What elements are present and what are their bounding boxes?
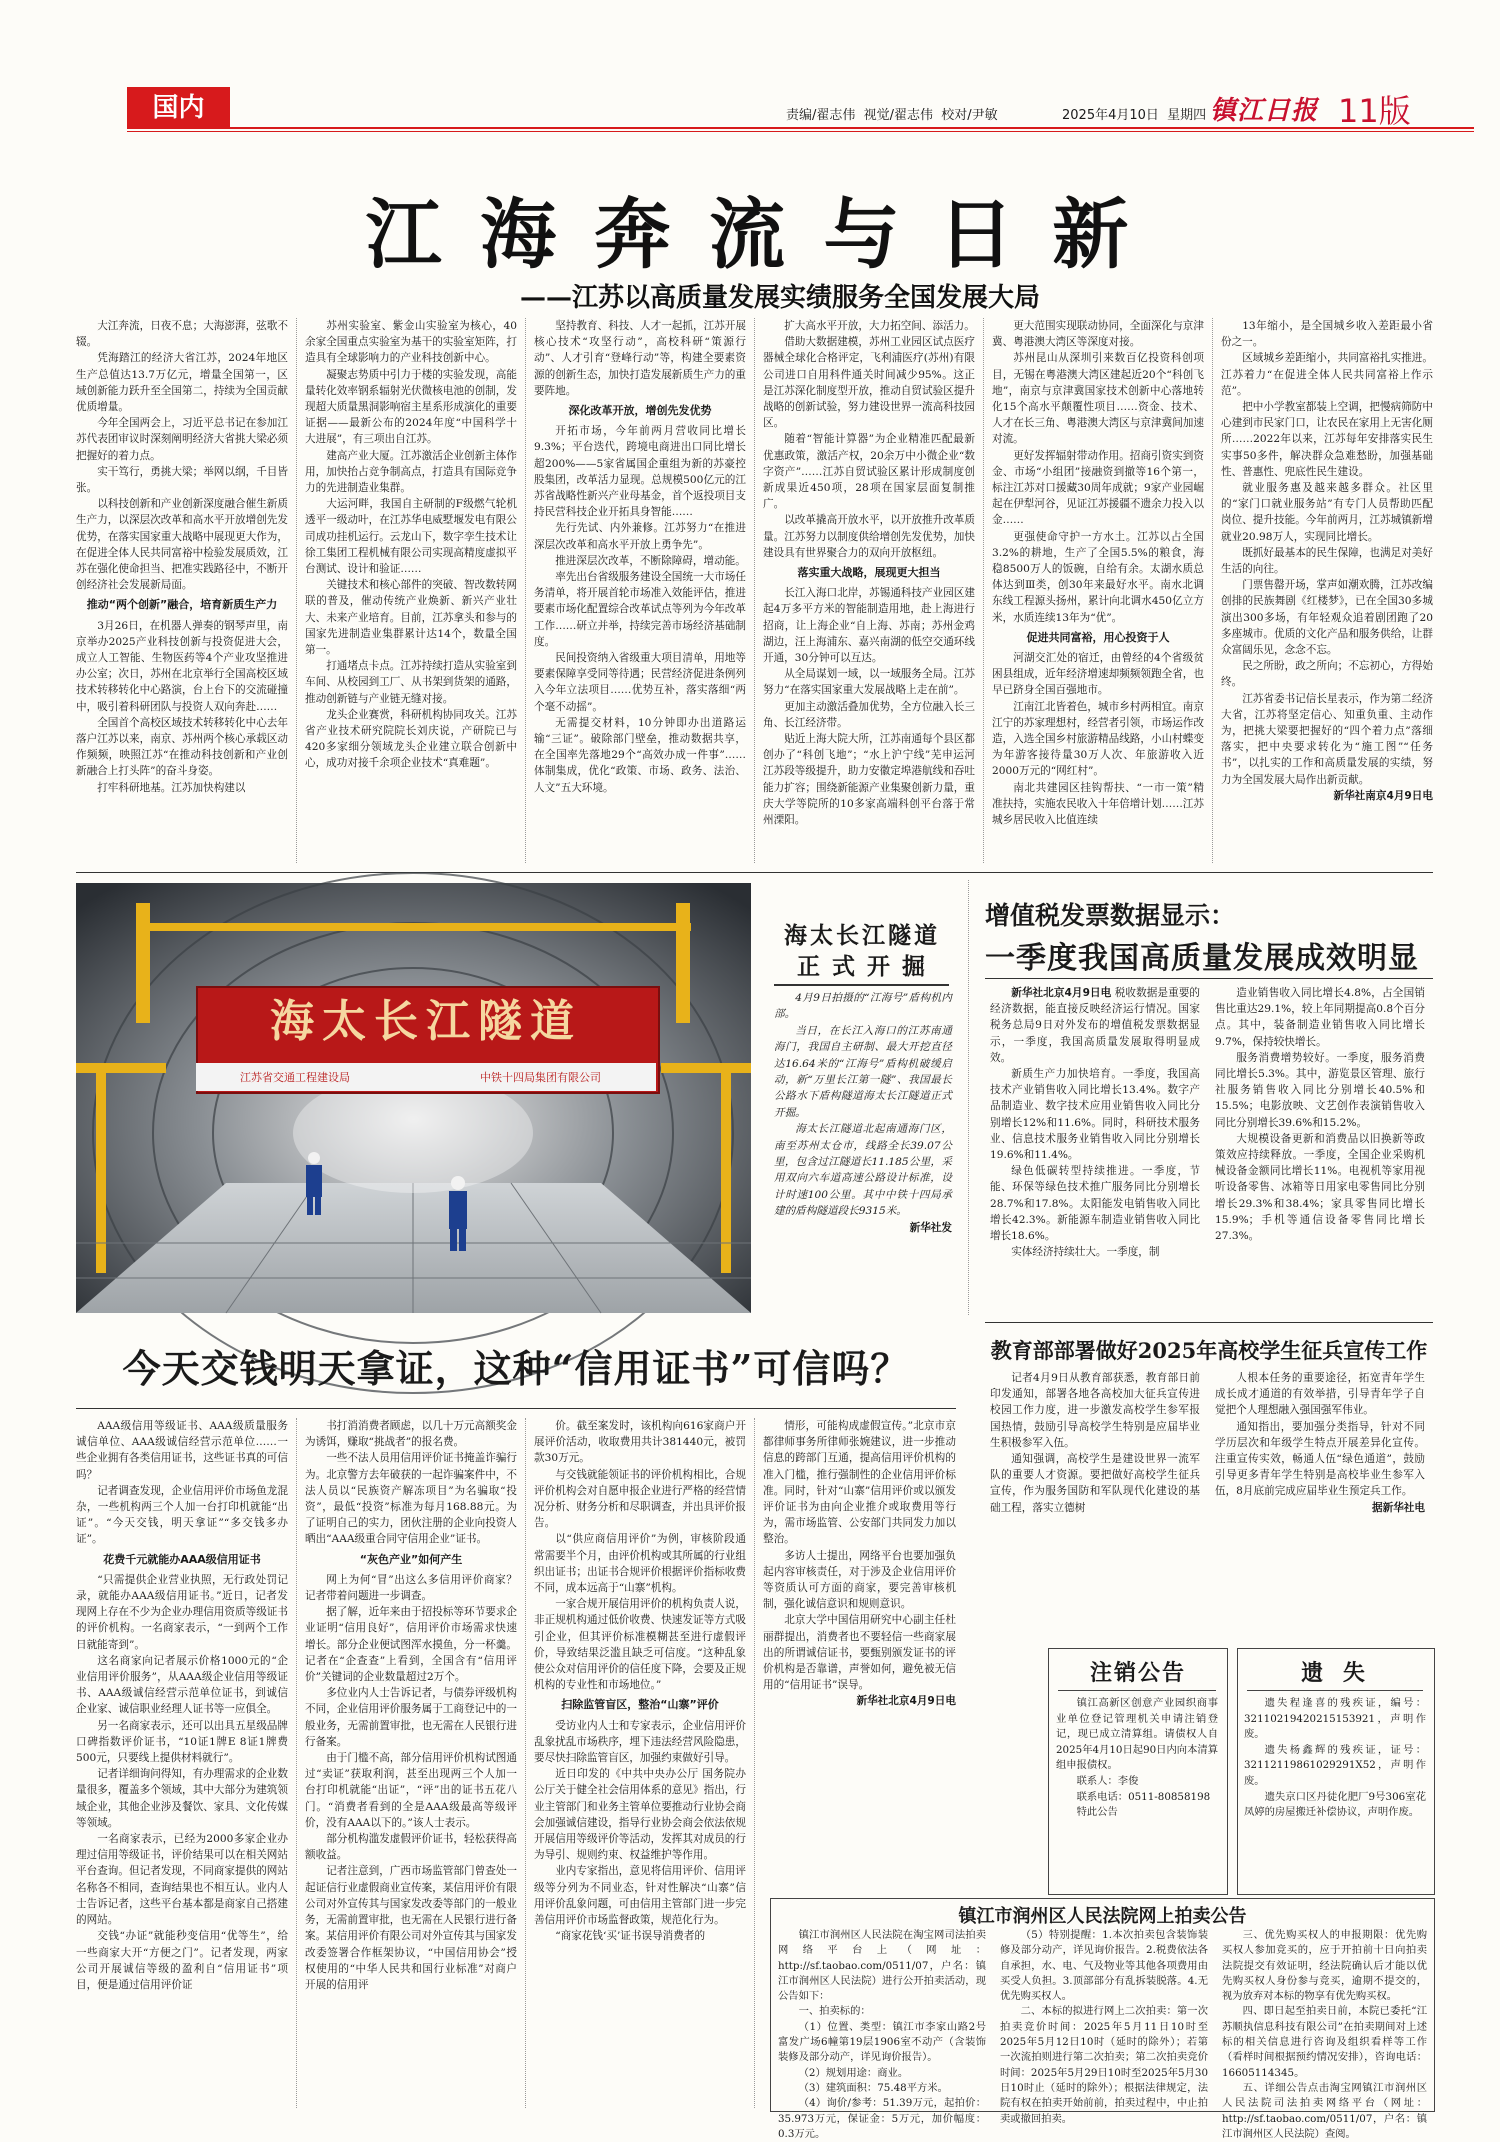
- subheading: 深化改革开放，增创先发优势: [568, 404, 712, 418]
- paragraph: 苏州实验室、紫金山实验室为核心，40余家全国重点实验室为基干的实验室矩阵，打造具有全球影响力的产业科技创新中心。: [305, 320, 517, 365]
- paragraph: 实体经济持续壮大。一季度，制: [1011, 1246, 1160, 1259]
- paragraph: 由于门槛不高，部分信用评价机构试图通过“卖证”获取利润，甚至出现两三个人加一台打印机就能“出证”，“评”出的证书五花八门。“消费者看到的全是AAA级最高等级评价，没有AAA以下的。”该人士表示。: [305, 1752, 517, 1829]
- tunnel-caption-date: 4月9日拍摄的“江海号”盾构机内部。: [774, 992, 952, 1021]
- tunnel-photo: [76, 883, 751, 1313]
- paragraph: 以改革撬高开放水平，以开放推升改革质量。江苏努力以制度供给增创先发优势，加快建设具有世界聚合力的双向开放枢纽。: [763, 514, 975, 559]
- paragraph: 建高产业大厦。江苏激活企业创新主体作用，加快抬占竞争制高点，打造具有国际竞争力的先进制造业集群。: [305, 449, 517, 495]
- credit-column-2: [305, 1418, 517, 2113]
- paragraph: 造业销售收入同比增长4.8%，占全国销售比重达29.1%，较上年同期提高0.8个百分点。其中，装备制造业销售收入同比增长9.7%，保持较快增长。: [1215, 987, 1425, 1048]
- paragraph: 凭海踏江的经济大省江苏，2024年地区生产总值达13.7万亿元，增量全国第一，区域创新能力跃升至全国第二，持续为全国贡献优质增量。: [76, 352, 288, 414]
- paragraph: 书打消消费者顾虑，以几十万元高额奖金为诱饵，赚取“挑战者”的报名费。: [305, 1420, 517, 1449]
- paragraph: 记者调查发现，企业信用评价市场鱼龙混杂，一些机构两三个人加一台打印机就能“出证”。“今天交钱，明天拿证”“多交钱多办证”。: [76, 1484, 288, 1546]
- paragraph: （1）位置、类型：镇江市李家山路2号富发广场6幢第19层1906室不动产（含装饰装修及部分动产，详见询价报告）。: [778, 2020, 986, 2064]
- paragraph: 四、即日起至拍卖日前，本院已委托“江苏顺执信息科技有限公司”在拍卖期间对上述标的相关信息进行咨询及组织看样等工作（看样时间根据预约情况安排），咨询电话：16605114345。: [1222, 2005, 1427, 2079]
- paragraph: 一名商家表示，已经为2000多家企业办理过信用等级证书，评价结果可以在相关网站平台查询。但记者发现，不同商家提供的网站名称各不相同，查询结果也不相互认。业内人士告诉记者，这些平台基本都是商家自己搭建的网站。: [76, 1833, 288, 1927]
- col-divider: [754, 318, 755, 863]
- paragraph: 民间投资纳入省级重大项目清单，用地等要素保障享受同等待遇；民营经济促进条例列入今年立法项目……优势互补，落实落细“两个毫不动摇”。: [534, 652, 746, 713]
- lead-column-2: [305, 318, 517, 863]
- paragraph: 人根本任务的重要途径，拓宽青年学生成长成才通道的有效举措，引导青年学子自觉把个人理想融入强国强军伟业。: [1215, 1372, 1425, 1417]
- paragraph: 据了解，近年来由于招投标等环节要求企业证明“信用良好”，信用评价市场需求快速增长。部分企业便试图浑水摸鱼，分一杯羹。记者在“企查查”上看到，全国含有“信用评价”关键词的企业数量超过2万个。: [305, 1606, 517, 1684]
- cancellation-notice-body: [1056, 1696, 1218, 1888]
- tunnel-caption: [774, 990, 952, 1315]
- col-divider: [1212, 318, 1213, 863]
- byline: 新华社北京4月9日电: [856, 1695, 956, 1708]
- paragraph: 一、拍卖标的：: [798, 2005, 871, 2018]
- paragraph: 以科技创新和产业创新深度融合催生新质生产力，以深层次改革和高水平开放增创先发优势，在落实国家重大战略中展现更大作为，在促进全体人民共同富裕中检验发展质效，江苏在强化使命担当、把准实践路径中，不断开创经济社会发展新局面。: [76, 498, 288, 592]
- lost-notice-rule: [1247, 1690, 1423, 1691]
- paragraph: 江南江北皆着色，城市乡村两相宜。南京江宁的苏家理想村，经营者引领，市场运作改造，入选全国乡村旅游精品线路，小山村蝶变为年游客接待量30万人次、年旅游收入近2000万元的“网红村”。: [992, 700, 1204, 778]
- credit-title: 今天交钱明天拿证，这种“信用证书”可信吗？: [122, 1346, 910, 1391]
- header-date: 2025年4月10日 星期四: [1062, 108, 1207, 123]
- paragraph: 业内专家指出，意见将信用评价、信用评级等分列为不同业态，针对性解决“山寨”信用评价乱象问题，可由信用主管部门进一步完善信用评价市场监督政策，规范化行为。: [534, 1865, 746, 1927]
- vat-title-line1: 增值税发票数据显示：: [985, 901, 1236, 930]
- lost-notice-item: 遗失程逢喜的残疾证，编号：32110219420215153921，声明作废。: [1244, 1697, 1426, 1741]
- paragraph: 率先出台省级服务建设全国统一大市场任务清单，将开展首轮市场准入效能评估，推进要素市场化配置综合改革试点等列为今年改革工作……研立并举，持续完善市场经济基础制度。: [534, 571, 746, 648]
- credit-column-4: [763, 1418, 956, 1708]
- edu-title: 教育部部署做好2025年高校学生征兵宣传工作: [990, 1338, 1428, 1363]
- lead-column-6: [1221, 318, 1433, 863]
- paragraph: 全国首个高校区域技术转移转化中心去年落户江苏以来，南京、苏州两个核心承载区动作频频，映照江苏“在推动科技创新和产业创新融合上打头阵”的奋斗身姿。: [76, 716, 288, 778]
- subheading: 花费千元就能办AAA级信用证书: [103, 1552, 261, 1566]
- paper-name-logo: 镇江日报: [1210, 96, 1319, 126]
- paragraph: AAA级信用等级证书、AAA级质量服务诚信单位、AAA级诚信经营示范单位……一些企业拥有各类信用证书，这些证书真的可信吗？: [76, 1420, 288, 1481]
- lost-notice-item: 遗失京口区丹徒化肥厂9号306室花凤婷的房屋搬迁补偿协议，声明作废。: [1244, 1790, 1426, 1819]
- col-divider: [296, 1418, 297, 2108]
- paragraph: 更大范围实现联动协同，全面深化与京津冀、粤港澳大湾区等深度对接。: [992, 320, 1204, 349]
- tunnel-caption-body: [774, 1023, 952, 1220]
- col-divider: [983, 318, 984, 863]
- paragraph: 打通堵点卡点。江苏持续打造从实验室到车间、从校园到工厂、从书架到货架的通路，推动创新链与产业链无缝对接。: [305, 660, 517, 705]
- paragraph: 以“供应商信用评价”为例，审核阶段通常需要半个月，由评价机构或其所属的行业组织出证书；出证书合规评价根据评价指标收费不同，成本远高于“山寨”机构。: [534, 1533, 746, 1595]
- paragraph: 网上为何“冒”出这么多信用评价商家？记者带着问题进一步调查。: [305, 1573, 517, 1603]
- lead-column-4: [763, 318, 975, 863]
- paragraph: 当日，在长江入海口的江苏南通海门，我国自主研制、最大开挖直径达16.64米的“江海号”盾构机破缓启动，新“万里长江第一隧”、我国最长公路水下盾构隧道海太长江隧道正式开掘。: [774, 1024, 952, 1119]
- paragraph: 大运河畔，我国自主研制的F级燃气轮机透平一级动叶，在江苏华电威墅堰发电有限公司成功挂机运行。云龙山下，数字孪生技术让徐工集团工程机械有限公司实现高精度虚拟平台测试、设计和验证……: [305, 498, 517, 576]
- paragraph: 民之所盼，政之所向；不忘初心，方得始终。: [1221, 660, 1433, 689]
- tunnel-banner-right-org: 中铁十四局集团有限公司: [480, 1071, 601, 1084]
- paragraph: 龙头企业赛赏，科研机构协同攻关。江苏省产业技术研究院院长刘庆说，产研院已与420多家细分领域龙头企业建立联合创新中心，成功对接千余项企业技术“真难题”。: [305, 708, 517, 770]
- cancellation-notice-contact: 联系人：李俊: [1076, 1774, 1139, 1787]
- paragraph: 区域城乡差距缩小，共同富裕扎实推进。江苏着力“在促进全体人民共同富裕上作示范”。: [1221, 352, 1433, 397]
- cancellation-notice-title: 注销公告: [1089, 1661, 1186, 1686]
- paragraph: 近日印发的《中共中央办公厅 国务院办公厅关于健全社会信用体系的意见》指出，行业主管部门和业务主管单位要推动行业协会商会加强诚信建设，指导行业协会商会依法依规开展信用等级评价等活动，发挥其对成员的行为导引、规则约束、权益维护等作用。: [534, 1768, 746, 1862]
- subheading: “灰色产业”如何产生: [359, 1552, 463, 1566]
- paragraph: 贴近上海大院大所，江苏南通每个县区都创办了“科创飞地”；“水上沪宁线”芜申运河江苏段等级提升，助力安徽定埠港航线和吞吐能力扩容；围绕新能源产业集聚创新力量，重庆大学等院所的10多家高端科创平台落于常州溧阳。: [763, 733, 975, 827]
- paragraph: 江苏省委书记信长星表示，作为第二经济大省，江苏将坚定信心、知重负重、主动作为，把挑大梁要把握好的“四个着力点”落细落实，把中央要求转化为“施工图”“任务书”，以扎实的工作和高质量发展的实绩，努力为全国发展大局作出新贡献。: [1221, 692, 1433, 786]
- court-notice-column-2: [1000, 1928, 1208, 2125]
- paragraph: 二、本标的拟进行网上二次拍卖：第一次拍卖竞价时间：2025年5月11日10时至2025年5月12日10时（延时的除外）；若第一次流拍则进行第二次拍卖；第二次拍卖竞价时间：2025年5月29日10时至2025年5月30日10时止（延时的除外）；根据法律规定，法院有权在拍卖开始前前，拍卖过程中，中止拍卖或撤回拍卖。: [1000, 2005, 1208, 2125]
- tunnel-banner-left-org: 江苏省交通工程建设局: [240, 1071, 350, 1084]
- paragraph: 部分机构滥发虚假评价证书，轻松获得高额收益。: [305, 1833, 517, 1862]
- col-divider: [525, 1418, 526, 2108]
- paragraph: 另一名商家表示，还可以出具五星级品牌口碑指数评价证书，“10证1牌E 8证1牌费500元，只要线上提供材料就行”。: [76, 1719, 288, 1765]
- paragraph: 扩大高水平开放，大力拓空间、添活力。: [784, 320, 975, 332]
- paragraph: 先行先试、内外兼修。江苏努力“在推进深层次改革和高水平开放上勇争先”。: [534, 522, 746, 551]
- header-rule-thin: [127, 131, 1474, 132]
- paragraph: 交钱“办证”就能秒变信用“优等生”，给一些商家大开“方便之门”。记者发现，两家公司开展诚信等级的盈利自“信用证书”项目，便是通过信用评价证: [76, 1930, 288, 1991]
- subheading: 落实重大战略，展现更大担当: [797, 566, 941, 580]
- cancellation-notice-rule: [1058, 1690, 1216, 1691]
- dateline: 新华社北京4月9日电: [1011, 987, 1112, 999]
- paragraph: 与交钱就能领证书的评价机构相比，合规评价机构会对自愿申报企业进行严格的经营情况分析、财务分析和尽职调查，并出具评价报告。: [534, 1468, 746, 1530]
- paragraph: 五、详细公告点击淘宝网镇江市润州区人民法院司法拍卖网络平台（网址：http://sf.taobao.com/0511/07，户名：镇江市润州区人民法院）查阅。: [1222, 2081, 1427, 2140]
- subheading: 推动“两个创新”融合，培育新质生产力: [86, 598, 278, 612]
- edu-column-2: [1215, 1370, 1425, 1582]
- paragraph: 借助大数据建模，苏州工业园区试点医疗器械全球化合格评定，飞利浦医疗(苏州)有限公司进口自用科件通关时间减少95%。这正是江苏深化制度型开放，推动自贸试验区提升战略的创新试验，努力建设世界一流高科技园区。: [763, 336, 975, 430]
- paragraph: 镇江市润州区人民法院在淘宝网司法拍卖网络平台上（网址：http://sf.taobao.com/0511/07，户名：镇江市润州区人民法院）进行公开拍卖活动，现公告如下：: [778, 1929, 986, 2003]
- tunnel-title-line2: 正 式 开 掘: [796, 953, 928, 980]
- paragraph: 服务消费增势较好。一季度，服务消费同比增长5.3%。其中，游览景区管理、旅行社服务销售收入同比分别增长40.5%和15.5%；电影放映、文艺创作表演销售收入同比分别增长39.6%和15.2%。: [1215, 1051, 1425, 1129]
- paragraph: 情形，可能构成虚假宣传。”北京市京都律师事务所律师张婉建议，进一步推动信息的跨部门互通，提高信用评价机构的准入门槛，推行强制性的企业信用评价标准。同时，针对“山寨”信用评价或以颁发评价证书为由向企业推介或取费用等行为，需市场监管、公安部门共同发力加以整治。: [763, 1420, 956, 1546]
- paragraph: 关键技术和核心部件的突破、智改数转网联的普及，催动传统产业焕新、新兴产业壮大、未来产业培育。目前，江苏拿头和参与的国家先进制造业集群累计达14个，数量全国第一。: [305, 579, 517, 657]
- edu-column-1: [990, 1370, 1200, 1582]
- section-rule: [985, 1322, 1433, 1323]
- paragraph: 海太长江隧道北起南通海门区，南至苏州太仓市，线路全长39.07公里，包含过江隧道长11.185公里，采用双向六车道高速公路设计标准，设计时速100公里。其中中铁十四局承建的盾构隧道段长9315米。: [774, 1123, 952, 1218]
- paragraph: 把中小学教室都装上空调，把慢病筛防中心建到市民家门口，让农民在家用上无害化厕所……2022年以来，江苏每年安排落实民生实事50多件，解决群众急难愁盼，加强基础性、普惠性、兜底性民生建设。: [1221, 401, 1433, 478]
- paragraph: 一家合规开展信用评价的机构负责人说，非正规机构通过低价收费、快速发证等方式吸引企业，但其评价标准模糊甚至进行虚假评价，导致结果泛滥且缺乏可信度。“这种乱象使公众对信用评价的信任度下降，会要及正规机构的专业性和市场地位。”: [534, 1598, 746, 1692]
- paragraph: 长江入海口北岸，苏锡通科技产业园区建起4万多平方米的智能制造用地，赴上海进行招商，让上海企业“自上海、苏南；苏州金鸡湖边，汪上海浦东、嘉兴南湖的低空交通环线开通，30分钟可以互达。: [763, 587, 975, 665]
- col-divider: [968, 880, 969, 1315]
- paragraph: 更加主动激活叠加优势，全方位融入长三角、长江经济带。: [763, 700, 975, 729]
- cancellation-notice-phone: 联系电话：0511-80858198: [1076, 1790, 1211, 1803]
- page-number: 11版: [1338, 92, 1411, 130]
- tunnel-title-line1: 海太长江隧道: [784, 922, 940, 949]
- paragraph: 绿色低碳转型持续推进。一季度，节能、环保等绿色技术推广服务同比分别增长28.7%和17.8%。太阳能发电销售收入同比增长42.3%。新能源车制造业销售收入同比增长18.6%。: [990, 1165, 1200, 1243]
- paragraph: 通知指出，要加强分类指导，针对不同学历层次和年级学生特点开展差异化宣传。注重宣传实效，畅通人伍“绿色通道”，鼓励引导更多青年学生特别是高校毕业生参军入伍，8月底前完成应届毕业生预定兵工作。: [1215, 1420, 1425, 1498]
- lead-column-5: [992, 318, 1204, 863]
- paragraph: 就业服务惠及越来越多群众。社区里的“家门口就业服务站”有专门人员帮助匹配岗位、提升技能。今年前两月，江苏城镇新增就业20.98万人，实现同比增长。: [1221, 482, 1433, 543]
- header-rule: [230, 127, 1474, 129]
- tunnel-caption-source: 新华社发: [909, 1221, 952, 1234]
- paragraph: 河湖交汇处的宿迁，由曾经的4个省级贫困县组成，近年经济增速却频频领跑全省，也早已跻身全国百强地市。: [992, 652, 1204, 697]
- header-credits: 责编/翟志伟 视觉/翟志伟 校对/尹敏: [786, 108, 998, 123]
- credit-title-rule: [76, 1408, 956, 1409]
- col-divider: [754, 1418, 755, 2108]
- paragraph: 这名商家向记者展示价格1000元的“企业信用评价服务”，从AAA级企业信用等级证书、AAA级诚信经营示范单位证书，到诚信企业家、诚信职业经理人证书等一应俱全。: [76, 1654, 288, 1716]
- cancellation-notice-signer: 特此公告: [1076, 1806, 1118, 1819]
- paragraph: 今年全国两会上，习近平总书记在参加江苏代表团审议时深刻阐明经济大省挑大梁必须把握好的着力点。: [76, 417, 288, 462]
- paragraph: 更强使命守护一方水土。江苏以占全国3.2%的耕地，生产了全国5.5%的粮食，海稳8500万人的饭碗，自给有余。太湖水质总体达到Ⅲ类，创30年来最好水平。南水北调东线工程源头扬州，累计向北调水450亿立方米，水质连续13年为“优”。: [992, 530, 1204, 624]
- paragraph: 新华社北京4月9日电 税收数据是重要的经济数据，能直接反映经济运行情况。国家税务总局9日对外发布的增值税发票数据显示，一季度，我国高质量发展取得明显成效。: [990, 987, 1200, 1064]
- paragraph: 多访人士提出，网络平台也要加强负起内容审核责任，对于涉及企业信用评价等资质认可方面的商家，要完善审核机制，强化诚信意识和规则意识。: [763, 1549, 956, 1611]
- vat-title-rule: [985, 978, 1433, 979]
- paragraph: 坚持教育、科技、人才一起抓，江苏开展核心技术“攻坚行动”，高校科研“策源行动”、人才引育“登峰行动”等，构建全要素资源的创新生态，加快打造发展新质生产力的重要阵地。: [534, 320, 746, 397]
- paragraph: 大规模设备更新和消费品以旧换新等政策效应持续释放。一季度，全国企业采购机械设备金额同比增长11%。电视机等家用视听设备零售、冰箱等日用家电零售同比分别增长29.3%和38.4%；家具零售同比增长15.9%；手机等通信设备零售同比增长27.3%。: [1215, 1132, 1425, 1243]
- tunnel-caption-rule: [774, 984, 949, 986]
- paragraph: 受访业内人士和专家表示，企业信用评价乱象扰乱市场秩序，埋下违法经营风险隐患，要尽快扫除监管盲区，加强约束做好引导。: [534, 1719, 746, 1765]
- vat-title-line2: 一季度我国高质量发展成效明显: [985, 941, 1419, 976]
- lead-title: 江 海 奔 流 与 日 新: [365, 190, 1135, 279]
- col-divider: [525, 318, 526, 863]
- paragraph: 从全局谋划一域，以一域服务全局。江苏努力“在落实国家重大发展战略上走在前”。: [763, 668, 975, 697]
- paragraph: “商家花钱‘买’证书误导消费者的: [555, 1930, 706, 1943]
- paragraph: （5）特别提醒：1.本次拍卖包含装饰装修及部分动产，详见询价报告。2.税费依法各自承担，水、电、气及物业等其他各项费用由买受人负担。3.顶部部分有乱拆装脱落。4.无优先购买权人。: [1000, 1929, 1208, 2003]
- lead-column-1: [76, 318, 288, 863]
- credit-column-1: [76, 1418, 288, 2113]
- paragraph: 新质生产力加快培育。一季度，我国高技术产业销售收入同比增长13.4%。数字产品制造业、数字技术应用业销售收入同比分别增长12%和11.6%。同时，科研技术服务业、信息技术服务业销售收入同比分别增长19.6%和11.4%。: [990, 1068, 1200, 1162]
- paragraph: 门票售罄开场，掌声如潮欢腾，江苏改编创排的民族舞剧《红楼梦》，已在全国30多城演出300多场，有年轻观众追着剧团跑了20多座城市。优质的文化产品和服务供给，让群众富阔乐见，念念不忘。: [1221, 579, 1433, 657]
- subheading: 扫除监管盲区，整治“山寨”评价: [561, 1698, 719, 1712]
- lead-subtitle: ——江苏以高质量发展实绩服务全国发展大局: [519, 283, 1040, 313]
- credit-column-3: [534, 1418, 746, 2113]
- court-notice-title: 镇江市润州区人民法院网上拍卖公告: [958, 1906, 1247, 1927]
- lost-notice-title: 遗 失: [1301, 1661, 1371, 1686]
- paragraph: 无需提交材料，10分钟即办出道路运输“三证”。破除部门壁垒，推动数据共享，在全国率先落地29个“高效办成一件事”……体制集成，优化“政策、市场、政务、法治、人文”五大环境。: [534, 716, 746, 794]
- paragraph: 大江奔流，日夜不息；大海澎湃，弦歌不辍。: [76, 320, 288, 349]
- tunnel-photo-illustration: [76, 883, 751, 1313]
- paragraph: 记者4月9日从教育部获悉，教育部日前印发通知，部署各地各高校加大征兵宣传进校园工作力度，进一步激发高校学生参军报国热情，鼓励引导高校学生特别是应届毕业生积极参军入伍。: [990, 1372, 1200, 1449]
- paragraph: 北京大学中国信用研究中心副主任杜丽群提出，消费者也不要轻信一些商家展出的所谓诚信证书，要甄别颁发证书的评价机构是否靠谱，声誉如何，避免被无信用的“信用证书”误导。: [763, 1614, 956, 1692]
- paragraph: 记者详细询问得知，有办理需求的企业数量很多，覆盖多个领域，其中大部分为建筑领域企业，其他企业涉及餐饮、家具、文化传媒等领域。: [76, 1768, 288, 1829]
- byline: 据新华社电: [1372, 1501, 1425, 1514]
- paragraph: 记者注意到，广西市场监管部门曾查处一起证信行业虚假商业宣传案，某信用评价有限公司对外宣传其与国家发改委等部门的一般业务，无需前置审批，也无需在人民银行进行备案。某信用评价有限公司对外宣传其与国家发改委签署合作框架协议，“中国信用协会”授权使用的“中华人民共和国行业标准”对商户开展的信用评: [305, 1865, 517, 1991]
- tunnel-banner-text: 海太长江隧道: [270, 996, 582, 1047]
- subheading: 促进共同富裕，用心投资于人: [1026, 630, 1170, 644]
- paragraph: 3月26日，在机器人弹奏的钢琴声里，南京举办2025产业科技创新与投资促进大会，成立人工智能、生物医药等4个产业攻坚推进办公室；次日，苏州在北京举行全国高校区域技术转移转化中心路演，台上台下的交流碰撞中，吸引着科研团队与投资人双向奔赴……: [76, 619, 288, 713]
- col-divider: [296, 318, 297, 863]
- byline: 新华社南京4月9日电: [1333, 789, 1433, 802]
- paragraph: 通知强调，高校学生是建设世界一流军队的重要人才资源。要把做好高校学生征兵宣传，作为服务国防和军队现代化建设的基础工程，落实立德树: [990, 1453, 1200, 1514]
- cancellation-notice-text: 镇江高新区创意产业园织商事业单位登记管理机关申请注销登记，现已成立清算组。请债权人自2025年4月10日起90日内向本清算组申报债权。: [1056, 1697, 1218, 1772]
- paragraph: （2）规划用途：商业。: [798, 2066, 909, 2079]
- paragraph: （3）建筑面积：75.48平方米。: [798, 2081, 948, 2094]
- paragraph: 苏州昆山从深圳引来数百亿投资科创项目，无锡在粤港澳大湾区建起近20个“科创飞地”，南京与京津冀国家技术创新中心落地转化15个高水平颠覆性项目……资金、技术、人才在长三角、粤港澳大湾区与京津冀间加速对流。: [992, 352, 1204, 446]
- vat-column-2: [1215, 985, 1425, 1315]
- section-label: 国内: [152, 93, 205, 123]
- paragraph: 推进深层次改革，不断除障碍，增动能。: [555, 554, 746, 567]
- paragraph: 打牢科研地基。江苏加快构建以: [97, 781, 246, 794]
- paragraph: “只需提供企业营业执照，无行政处罚记录，就能办AAA级信用证书。”近日，记者发现网上存在不少为企业办理信用资质等级证书的评价机构。一名商家表示，“一到两个工作日就能寄到”。: [76, 1573, 288, 1651]
- lost-notice-item: 遗失杨鑫辉的残疾证，证号：32112119861029291X52，声明作废。: [1244, 1743, 1426, 1787]
- paragraph: （4）询价/参考：51.39万元，起拍价：35.973万元，保证金：5万元，加价幅度：0.3万元。: [778, 2097, 986, 2140]
- lead-column-3: [534, 318, 746, 863]
- paragraph: 更好发挥辐射带动作用。招商引资实到资金、市场“小组团”接融资到撤等16个第一，标注江苏对口援藏30周年成就；9家产业园崛起在伊犁河谷，见证江苏援疆不遗余力投入以金……: [992, 449, 1204, 527]
- paragraph: 一些不法人员用信用评价证书掩盖诈骗行为。北京警方去年破获的一起诈骗案件中，不法人员以“民族资产解冻项目”为名骗取“投资”，最低“投资”标准为每月168.88元。为了证明自己的实力，团伙注册的企业向投资人晒出“AAA级重合同守信用企业”证书。: [305, 1452, 517, 1546]
- paragraph: 凝聚志势质中引力于楼的实验发现，高能量转化效率钢系辐射光伏微核电池的创制，发现超大质量黑洞影响宿主星系形成演化的重要证据——最新公布的2024年度“中国科学十大进展”，有三项出自江苏。: [305, 368, 517, 446]
- lost-notice-body: [1244, 1696, 1426, 1888]
- paragraph: 南北共建园区挂钩帮扶、“一市一策”精准扶持，实施农民收入十年倍增计划……江苏城乡居民收入比值连续: [992, 781, 1204, 827]
- paragraph: 随着“智能计算器”为企业精准匹配最新优惠政策，激活产权，20余万中小微企业“数字资产”……江苏自贸试验区累计形成制度创新成果近450项，28项在国家层面复制推广。: [763, 433, 975, 511]
- court-notice-column-3: [1222, 1928, 1427, 2140]
- paragraph: 实干笃行，勇挑大梁；举网以纲，千目皆张。: [76, 465, 288, 495]
- section-rule: [76, 872, 1433, 873]
- paragraph: 开拓市场，今年前两月营收同比增长9.3%；平台迭代，跨境电商进出口同比增长超200%——5家省属国企重组为新的苏豪控股集团，改革活力显现。总规模500亿元的江苏省战略性新兴产业母基金，首个返投项目支持民营科技企业开拓具身智能……: [534, 425, 746, 519]
- paragraph: 价。截至案发时，该机构向616家商户开展评价活动，收取费用共计381440元，被罚款30万元。: [534, 1420, 746, 1465]
- court-notice-column-1: [778, 1928, 986, 2140]
- paragraph: 三、优先购买权人的申报期限：优先购买权人参加竞买的，应于开拍前十日向拍卖法院提交有效证明，经法院确认后才能以优先购买权人身份参与竞买，逾期不提交的，视为放弃对本标的物享有优先购买权。: [1222, 1929, 1427, 2003]
- paragraph: 多位业内人士告诉记者，与债券评级机构不同，企业信用评价服务属于工商登记中的一般业务，无需前置审批，也无需在人民银行进行备案。: [305, 1687, 517, 1748]
- vat-column-1: [990, 985, 1200, 1315]
- paragraph: 既抓好最基本的民生保障，也满足对美好生活的向往。: [1221, 546, 1433, 576]
- paragraph: 13年缩小，是全国城乡收入差距最小省份之一。: [1221, 320, 1433, 349]
